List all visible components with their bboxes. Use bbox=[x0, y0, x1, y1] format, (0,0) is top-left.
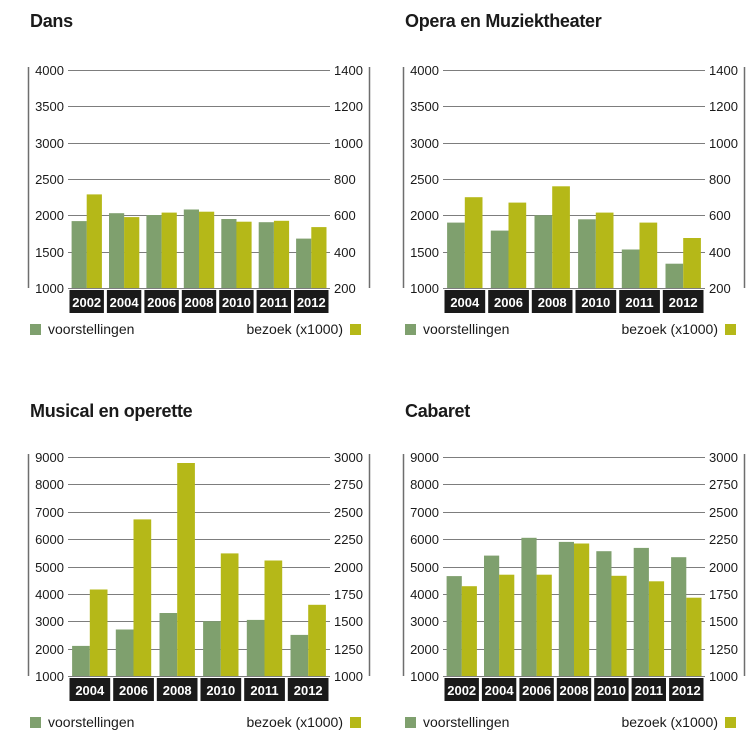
right-axis-tick-label: 2500 bbox=[709, 505, 738, 520]
bar-voorstellingen-2012 bbox=[296, 239, 311, 288]
right-axis-tick-label: 400 bbox=[334, 245, 356, 260]
left-axis-tick-label: 5000 bbox=[410, 560, 439, 575]
bezoek-swatch-icon bbox=[350, 717, 361, 728]
right-axis-tick-label: 2500 bbox=[334, 505, 363, 520]
year-label: 2010 bbox=[221, 295, 251, 310]
bar-bezoek-2008 bbox=[177, 463, 195, 676]
right-axis-tick-label: 1750 bbox=[709, 587, 738, 602]
chart-title-musical: Musical en operette bbox=[30, 401, 193, 421]
right-axis-tick-label: 3000 bbox=[709, 450, 738, 465]
right-axis-tick-label: 1000 bbox=[334, 136, 363, 151]
year-label: 2012 bbox=[671, 683, 701, 698]
right-axis-tick-label: 600 bbox=[334, 208, 356, 223]
right-axis-tick-label: 2750 bbox=[709, 477, 738, 492]
year-label: 2011 bbox=[625, 295, 654, 310]
voorstellingen-legend-label: voorstellingen bbox=[423, 321, 510, 337]
bar-voorstellingen-2004 bbox=[72, 646, 90, 676]
left-axis-tick-label: 3000 bbox=[35, 614, 64, 629]
bar-bezoek-2006 bbox=[134, 519, 152, 676]
bar-voorstellingen-2011 bbox=[634, 548, 649, 676]
right-axis-tick-label: 1000 bbox=[709, 136, 738, 151]
bar-bezoek-2011 bbox=[640, 223, 658, 288]
right-axis-tick-label: 1250 bbox=[709, 642, 738, 657]
year-label: 2012 bbox=[668, 295, 698, 310]
left-axis-tick-label: 2500 bbox=[35, 172, 64, 187]
left-axis-tick-label: 6000 bbox=[35, 532, 64, 547]
voorstellingen-swatch-icon bbox=[30, 717, 41, 728]
legend-item-bezoek bbox=[621, 714, 736, 730]
left-axis-tick-label: 1000 bbox=[35, 669, 64, 684]
bar-bezoek-2006 bbox=[509, 203, 527, 288]
right-axis-tick-label: 3000 bbox=[334, 450, 363, 465]
year-label: 2012 bbox=[293, 683, 323, 698]
voorstellingen-swatch-icon bbox=[405, 324, 416, 335]
chart-legend bbox=[30, 715, 361, 729]
left-axis-tick-label: 8000 bbox=[35, 477, 64, 492]
chart-legend bbox=[30, 322, 361, 336]
left-axis-tick-label: 7000 bbox=[410, 505, 439, 520]
left-axis-tick-label: 2000 bbox=[35, 208, 64, 223]
year-label: 2012 bbox=[296, 295, 326, 310]
bar-bezoek-2004 bbox=[90, 590, 108, 677]
bar-voorstellingen-2006 bbox=[521, 538, 536, 676]
year-label: 2011 bbox=[250, 683, 279, 698]
right-axis-tick-label: 1400 bbox=[709, 63, 738, 78]
bezoek-legend-label: bezoek (x1000) bbox=[621, 321, 718, 337]
left-axis-tick-label: 4000 bbox=[35, 587, 64, 602]
bar-bezoek-2006 bbox=[537, 575, 552, 676]
chart-title-opera: Opera en Muziektheater bbox=[405, 11, 602, 31]
bar-voorstellingen-2006 bbox=[146, 215, 161, 288]
bar-voorstellingen-2011 bbox=[622, 250, 640, 289]
bar-voorstellingen-2010 bbox=[578, 219, 596, 288]
bar-voorstellingen-2008 bbox=[559, 542, 574, 676]
left-axis-tick-label: 4000 bbox=[410, 63, 439, 78]
bar-voorstellingen-2012 bbox=[671, 557, 686, 676]
left-axis-tick-label: 9000 bbox=[410, 450, 439, 465]
bar-voorstellingen-2010 bbox=[203, 621, 221, 676]
left-axis-tick-label: 3000 bbox=[410, 136, 439, 151]
bezoek-swatch-icon bbox=[725, 717, 736, 728]
left-axis-tick-label: 2000 bbox=[410, 642, 439, 657]
chart-title-dans: Dans bbox=[30, 11, 73, 31]
year-label: 2011 bbox=[259, 295, 289, 310]
left-axis-tick-label: 1000 bbox=[410, 669, 439, 684]
year-label: 2008 bbox=[184, 295, 214, 310]
left-axis-tick-label: 3000 bbox=[35, 136, 64, 151]
bar-bezoek-2010 bbox=[221, 553, 239, 676]
bar-bezoek-2011 bbox=[649, 581, 664, 676]
voorstellingen-legend-label: voorstellingen bbox=[423, 714, 510, 730]
right-axis-tick-label: 1250 bbox=[334, 642, 363, 657]
year-label: 2006 bbox=[119, 683, 148, 698]
legend-item-bezoek bbox=[246, 714, 361, 730]
left-axis-tick-label: 2000 bbox=[410, 208, 439, 223]
left-axis-tick-label: 1500 bbox=[410, 245, 439, 260]
right-axis-tick-label: 1200 bbox=[334, 99, 363, 114]
voorstellingen-legend-label: voorstellingen bbox=[48, 714, 135, 730]
bar-voorstellingen-2008 bbox=[184, 210, 199, 289]
bar-voorstellingen-2002 bbox=[72, 221, 87, 288]
year-label: 2011 bbox=[634, 683, 664, 698]
bar-voorstellingen-2004 bbox=[484, 556, 499, 677]
chart-title-cabaret: Cabaret bbox=[405, 401, 470, 421]
year-label: 2010 bbox=[206, 683, 236, 698]
legend-item-voorstellingen bbox=[405, 321, 509, 337]
bar-bezoek-2008 bbox=[552, 186, 570, 288]
year-label: 2004 bbox=[75, 683, 105, 698]
voorstellingen-legend-label: voorstellingen bbox=[48, 321, 135, 337]
bar-bezoek-2010 bbox=[236, 222, 251, 288]
bar-voorstellingen-2011 bbox=[247, 620, 265, 676]
bezoek-swatch-icon bbox=[725, 324, 736, 335]
year-label: 2008 bbox=[537, 295, 567, 310]
bar-voorstellingen-2012 bbox=[666, 264, 684, 288]
right-axis-tick-label: 2000 bbox=[334, 560, 363, 575]
left-axis-tick-label: 4000 bbox=[35, 63, 64, 78]
bar-bezoek-2006 bbox=[162, 213, 177, 288]
left-axis-tick-label: 6000 bbox=[410, 532, 439, 547]
bar-bezoek-2010 bbox=[596, 213, 614, 288]
legend-item-voorstellingen bbox=[30, 714, 134, 730]
bar-voorstellingen-2010 bbox=[596, 551, 611, 676]
right-axis-tick-label: 1000 bbox=[709, 669, 738, 684]
left-axis-tick-label: 3500 bbox=[35, 99, 64, 114]
legend-item-voorstellingen bbox=[405, 714, 509, 730]
right-axis-tick-label: 2000 bbox=[709, 560, 738, 575]
right-axis-tick-label: 1500 bbox=[334, 614, 363, 629]
year-label: 2004 bbox=[450, 295, 480, 310]
bar-bezoek-2012 bbox=[686, 598, 701, 676]
bezoek-swatch-icon bbox=[350, 324, 361, 335]
bar-bezoek-2012 bbox=[311, 227, 326, 288]
chart-legend bbox=[405, 322, 736, 336]
bar-bezoek-2008 bbox=[574, 544, 589, 677]
legend-item-bezoek bbox=[246, 321, 361, 337]
right-axis-tick-label: 1000 bbox=[334, 669, 363, 684]
bar-bezoek-2011 bbox=[265, 561, 283, 677]
chart-panel-opera-en-muziektheater bbox=[375, 0, 750, 371]
voorstellingen-swatch-icon bbox=[30, 324, 41, 335]
right-axis-tick-label: 1200 bbox=[709, 99, 738, 114]
year-label: 2006 bbox=[494, 295, 523, 310]
left-axis-tick-label: 2000 bbox=[35, 642, 64, 657]
right-axis-tick-label: 2750 bbox=[334, 477, 363, 492]
voorstellingen-swatch-icon bbox=[405, 717, 416, 728]
bar-bezoek-2004 bbox=[124, 217, 139, 288]
bar-chart-musical bbox=[0, 371, 375, 742]
bar-bezoek-2004 bbox=[465, 197, 483, 288]
chart-panel-musical-en-operette bbox=[0, 371, 375, 742]
bar-bezoek-2004 bbox=[499, 575, 514, 676]
year-label: 2008 bbox=[162, 683, 192, 698]
year-label: 2002 bbox=[447, 683, 477, 698]
bar-bezoek-2002 bbox=[87, 194, 102, 288]
bar-chart-cabaret bbox=[375, 371, 750, 742]
bar-chart-opera bbox=[375, 0, 750, 371]
year-label: 2002 bbox=[72, 295, 102, 310]
bar-voorstellingen-2010 bbox=[221, 219, 236, 288]
bar-bezoek-2008 bbox=[199, 212, 214, 288]
left-axis-tick-label: 8000 bbox=[410, 477, 439, 492]
bar-voorstellingen-2004 bbox=[447, 223, 465, 288]
left-axis-tick-label: 3000 bbox=[410, 614, 439, 629]
right-axis-tick-label: 2250 bbox=[709, 532, 738, 547]
year-label: 2006 bbox=[147, 295, 177, 310]
bar-bezoek-2002 bbox=[462, 586, 477, 676]
year-label: 2004 bbox=[109, 295, 139, 310]
left-axis-tick-label: 1500 bbox=[35, 245, 64, 260]
bar-bezoek-2010 bbox=[611, 576, 626, 676]
bar-bezoek-2012 bbox=[683, 238, 701, 288]
left-axis-tick-label: 9000 bbox=[35, 450, 64, 465]
bar-voorstellingen-2002 bbox=[447, 576, 462, 676]
year-label: 2008 bbox=[559, 683, 589, 698]
left-axis-tick-label: 2500 bbox=[410, 172, 439, 187]
bar-voorstellingen-2008 bbox=[535, 215, 553, 288]
bar-voorstellingen-2004 bbox=[109, 213, 124, 288]
left-axis-tick-label: 5000 bbox=[35, 560, 64, 575]
right-axis-tick-label: 2250 bbox=[334, 532, 363, 547]
right-axis-tick-label: 800 bbox=[709, 172, 731, 187]
right-axis-tick-label: 1500 bbox=[709, 614, 738, 629]
left-axis-tick-label: 1000 bbox=[410, 281, 439, 296]
bezoek-legend-label: bezoek (x1000) bbox=[246, 714, 343, 730]
chart-panel-dans bbox=[0, 0, 375, 371]
year-label: 2010 bbox=[596, 683, 626, 698]
year-label: 2006 bbox=[522, 683, 552, 698]
right-axis-tick-label: 1750 bbox=[334, 587, 363, 602]
right-axis-tick-label: 400 bbox=[709, 245, 731, 260]
left-axis-tick-label: 1000 bbox=[35, 281, 64, 296]
right-axis-tick-label: 1400 bbox=[334, 63, 363, 78]
bar-voorstellingen-2008 bbox=[160, 613, 178, 676]
left-axis-tick-label: 3500 bbox=[410, 99, 439, 114]
right-axis-tick-label: 200 bbox=[334, 281, 356, 296]
right-axis-tick-label: 600 bbox=[709, 208, 731, 223]
right-axis-tick-label: 200 bbox=[709, 281, 731, 296]
chart-legend bbox=[405, 715, 736, 729]
year-label: 2010 bbox=[581, 295, 611, 310]
bar-voorstellingen-2012 bbox=[291, 635, 309, 676]
bar-voorstellingen-2006 bbox=[491, 231, 509, 288]
left-axis-tick-label: 7000 bbox=[35, 505, 64, 520]
bezoek-legend-label: bezoek (x1000) bbox=[621, 714, 718, 730]
bar-chart-dans bbox=[0, 0, 375, 371]
chart-panel-cabaret bbox=[375, 371, 750, 742]
right-axis-tick-label: 800 bbox=[334, 172, 356, 187]
bar-voorstellingen-2011 bbox=[259, 222, 274, 288]
year-label: 2004 bbox=[484, 683, 514, 698]
bar-bezoek-2011 bbox=[274, 221, 289, 288]
legend-item-bezoek bbox=[621, 321, 736, 337]
bar-voorstellingen-2006 bbox=[116, 630, 134, 677]
bezoek-legend-label: bezoek (x1000) bbox=[246, 321, 343, 337]
bar-bezoek-2012 bbox=[308, 605, 326, 676]
legend-item-voorstellingen bbox=[30, 321, 134, 337]
left-axis-tick-label: 4000 bbox=[410, 587, 439, 602]
